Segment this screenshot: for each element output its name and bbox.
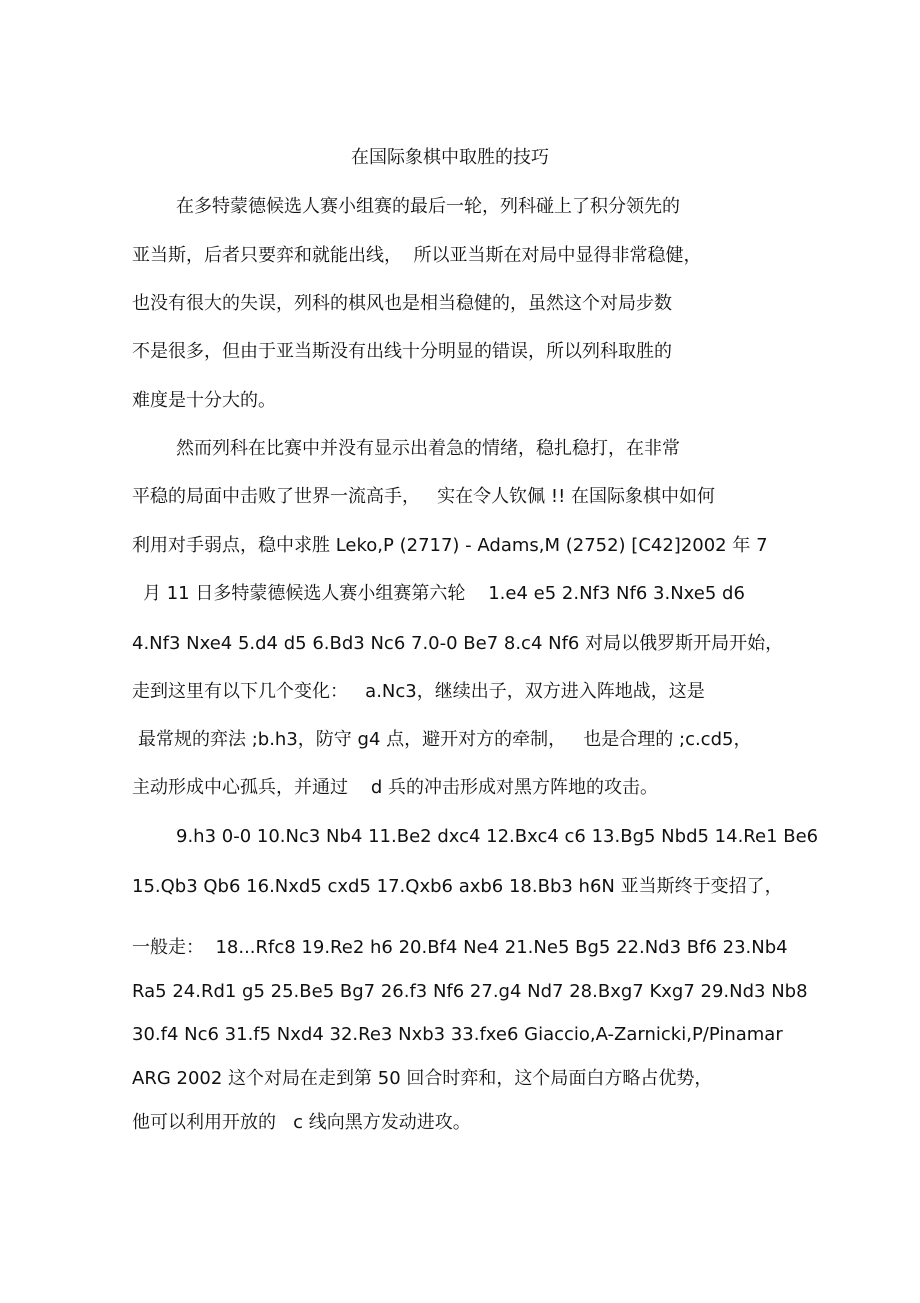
paragraph-line: 9.h3 0-0 10.Nc3 Nb4 11.Be2 dxc4 12.Bxc4 c6 13.Bg5 Nbd5 14.Re1 Be6 bbox=[176, 826, 819, 847]
paragraph-line: 平稳的局面中击败了世界一流高手， 实在令人钦佩 !! 在国际象棋中如何 bbox=[132, 486, 716, 507]
paragraph-line: 亚当斯，后者只要弈和就能出线， 所以亚当斯在对局中显得非常稳健， bbox=[132, 245, 702, 266]
paragraph-line: 主动形成中心孤兵，并通过 d 兵的冲击形成对黑方阵地的攻击。 bbox=[132, 777, 659, 798]
paragraph-line: ARG 2002 这个对局在走到第 50 回合时弈和，这个局面白方略占优势， bbox=[132, 1068, 713, 1089]
paragraph-line: 利用对手弱点，稳中求胜 Leko,P (2717) - Adams,M (2752) [C42]2002 年 7 bbox=[132, 535, 768, 556]
paragraph-line: 他可以利用开放的 c 线向黑方发动进攻。 bbox=[132, 1112, 471, 1133]
paragraph-line: Ra5 24.Rd1 g5 25.Be5 Bg7 26.f3 Nf6 27.g4 Nd7 28.Bxg7 Kxg7 29.Nd3 Nb8 bbox=[132, 981, 808, 1002]
paragraph-line: 难度是十分大的。 bbox=[132, 390, 276, 411]
paragraph-line: 走到这里有以下几个变化： a.Nc3，继续出子，双方进入阵地战，这是 bbox=[132, 681, 705, 702]
document-title: 在国际象棋中取胜的技巧 bbox=[351, 147, 549, 168]
paragraph-line: 在多特蒙德候选人赛小组赛的最后一轮，列科碰上了积分领先的 bbox=[176, 196, 680, 217]
paragraph-line: 月 11 日多特蒙德候选人赛小组赛第六轮 1.e4 e5 2.Nf3 Nf6 3.Nxe5 d6 bbox=[143, 583, 745, 604]
paragraph-line: 也没有很大的失误，列科的棋风也是相当稳健的，虽然这个对局步数 bbox=[132, 293, 672, 314]
paragraph-line: 然而列科在比赛中并没有显示出着急的情绪，稳扎稳打，在非常 bbox=[176, 438, 680, 459]
paragraph-line: 30.f4 Nc6 31.f5 Nxd4 32.Re3 Nxb3 33.fxe6 Giaccio,A-Zarnicki,P/Pinamar bbox=[132, 1024, 783, 1045]
paragraph-line: 4.Nf3 Nxe4 5.d4 d5 6.Bd3 Nc6 7.0-0 Be7 8.c4 Nf6 对局以俄罗斯开局开始， bbox=[132, 633, 784, 654]
paragraph-line: 最常规的弈法 ;b.h3，防守 g4 点，避开对方的牵制， 也是合理的 ;c.cd5， bbox=[138, 729, 752, 750]
paragraph-line: 15.Qb3 Qb6 16.Nxd5 cxd5 17.Qxb6 axb6 18.Bb3 h6N 亚当斯终于变招了， bbox=[132, 876, 783, 897]
paragraph-line: 一般走： 18...Rfc8 19.Re2 h6 20.Bf4 Ne4 21.Ne5 Bg5 22.Nd3 Bf6 23.Nb4 bbox=[132, 937, 788, 958]
paragraph-line: 不是很多，但由于亚当斯没有出线十分明显的错误，所以列科取胜的 bbox=[132, 341, 672, 362]
